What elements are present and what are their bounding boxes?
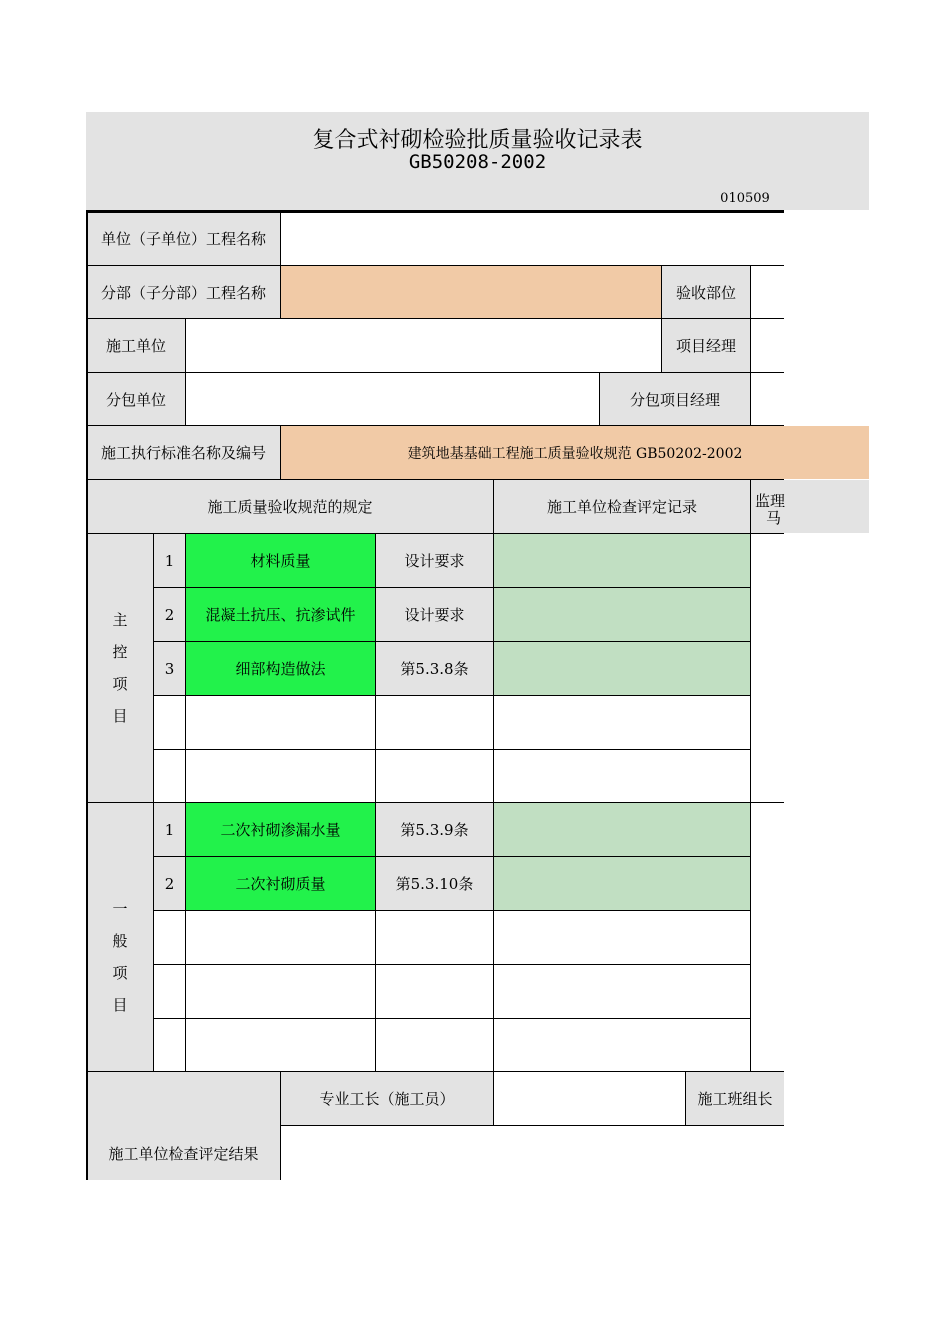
grid-line bbox=[86, 425, 784, 426]
sub-project-label: 分部（子分部）工程名称 bbox=[87, 266, 280, 318]
grid-line bbox=[375, 534, 376, 1072]
general-row-requirement: 第5.3.10条 bbox=[376, 857, 493, 910]
main-row-requirement: 设计要求 bbox=[376, 534, 493, 587]
main-empty-row[interactable] bbox=[154, 750, 750, 802]
general-row-number: 1 bbox=[154, 803, 185, 856]
general-row-check-field[interactable] bbox=[494, 857, 750, 910]
main-row-number: 3 bbox=[154, 642, 185, 695]
grid-line bbox=[153, 1018, 750, 1019]
spec-column-header: 施工质量验收规范的规定 bbox=[87, 480, 493, 533]
pm-field[interactable] bbox=[751, 319, 784, 372]
result-label: 施工单位检查评定结果 bbox=[108, 1144, 259, 1163]
form-title: 复合式衬砌检验批质量验收记录表 bbox=[312, 127, 643, 153]
grid-line bbox=[153, 641, 750, 642]
foreman-field[interactable] bbox=[494, 1072, 685, 1125]
general-row-number: 2 bbox=[154, 857, 185, 910]
grid-line bbox=[493, 480, 494, 1072]
general-empty-row[interactable] bbox=[154, 965, 750, 1018]
main-group-char: 目 bbox=[112, 707, 128, 725]
exec-std-label: 施工执行标准名称及编号 bbox=[87, 426, 280, 479]
grid-line bbox=[185, 534, 186, 1072]
grid-line bbox=[280, 212, 281, 266]
grid-line bbox=[153, 695, 750, 696]
check-column-header: 施工单位检查评定记录 bbox=[494, 480, 750, 533]
general-row-requirement: 第5.3.9条 bbox=[376, 803, 493, 856]
main-row-item: 混凝土抗压、抗渗试件 bbox=[186, 588, 375, 641]
main-row-requirement: 设计要求 bbox=[376, 588, 493, 641]
grid-line bbox=[280, 426, 281, 480]
table-top-border bbox=[86, 210, 784, 213]
supervisor-column-header bbox=[751, 480, 869, 533]
sub-pm-field[interactable] bbox=[751, 373, 784, 425]
standard-code: GB50208-2002 bbox=[408, 151, 547, 173]
grid-line bbox=[153, 910, 750, 911]
accept-part-field[interactable] bbox=[751, 266, 784, 318]
grid-line bbox=[86, 802, 784, 803]
grid-line bbox=[153, 856, 750, 857]
main-row-number: 1 bbox=[154, 534, 185, 587]
main-items-group-label bbox=[87, 534, 153, 802]
subcontractor-label: 分包单位 bbox=[87, 373, 185, 425]
supervisor-header-line1: 监理 bbox=[755, 492, 786, 510]
main-row-item: 细部构造做法 bbox=[186, 642, 375, 695]
pm-label: 项目经理 bbox=[662, 319, 750, 372]
sub-pm-label: 分包项目经理 bbox=[600, 373, 750, 425]
main-row-check-field[interactable] bbox=[494, 588, 750, 641]
foreman-label: 专业工长（施工员） bbox=[281, 1072, 493, 1125]
grid-line bbox=[750, 480, 751, 1072]
main-empty-row[interactable] bbox=[154, 696, 750, 749]
constructor-field[interactable] bbox=[186, 319, 661, 372]
grid-line bbox=[86, 533, 784, 534]
grid-line bbox=[153, 587, 750, 588]
grid-line bbox=[280, 1125, 784, 1126]
grid-line bbox=[86, 318, 784, 319]
main-row-check-field[interactable] bbox=[494, 534, 750, 587]
general-row-item: 二次衬砌质量 bbox=[186, 857, 375, 910]
general-row-item: 二次衬砌渗漏水量 bbox=[186, 803, 375, 856]
grid-line bbox=[185, 319, 186, 426]
exec-std-field[interactable]: 建筑地基基础工程施工质量验收规范 GB50202-2002 bbox=[281, 426, 869, 479]
grid-line bbox=[153, 534, 154, 1072]
general-group-char: 目 bbox=[112, 996, 128, 1014]
unit-project-label: 单位（子单位）工程名称 bbox=[87, 212, 280, 265]
form-number: 010509 bbox=[720, 190, 770, 206]
general-group-char: 一 bbox=[112, 900, 128, 918]
general-group-char: 般 bbox=[112, 932, 128, 950]
general-empty-row[interactable] bbox=[154, 911, 750, 964]
constructor-label: 施工单位 bbox=[87, 319, 185, 372]
subcontractor-field[interactable] bbox=[186, 373, 599, 425]
unit-project-field[interactable] bbox=[281, 212, 784, 265]
main-row-check-field[interactable] bbox=[494, 642, 750, 695]
general-row-check-field[interactable] bbox=[494, 803, 750, 856]
result-field[interactable] bbox=[281, 1126, 784, 1180]
supervisor-header-line2: 马 bbox=[766, 509, 782, 527]
grid-line bbox=[86, 479, 784, 480]
main-group-char: 主 bbox=[112, 611, 128, 629]
table-left-border bbox=[86, 210, 88, 1180]
grid-line bbox=[153, 749, 750, 750]
general-empty-row[interactable] bbox=[154, 1019, 750, 1071]
grid-line bbox=[493, 1072, 494, 1126]
main-group-char: 控 bbox=[112, 643, 128, 661]
team-leader-label: 施工班组长 bbox=[686, 1072, 784, 1125]
grid-line bbox=[86, 1071, 784, 1072]
grid-line bbox=[280, 266, 281, 319]
general-items-group-label bbox=[87, 803, 153, 1071]
grid-line bbox=[750, 266, 751, 426]
grid-line bbox=[661, 266, 662, 372]
sub-project-field[interactable] bbox=[281, 266, 661, 318]
grid-line bbox=[599, 373, 600, 426]
general-group-char: 项 bbox=[112, 964, 128, 982]
main-row-number: 2 bbox=[154, 588, 185, 641]
grid-line bbox=[153, 964, 750, 965]
grid-line bbox=[280, 1072, 281, 1180]
grid-line bbox=[86, 265, 784, 266]
accept-part-label: 验收部位 bbox=[662, 266, 750, 318]
grid-line bbox=[685, 1072, 686, 1126]
grid-line bbox=[86, 372, 784, 373]
main-row-item: 材料质量 bbox=[186, 534, 375, 587]
main-row-requirement: 第5.3.8条 bbox=[376, 642, 493, 695]
main-group-char: 项 bbox=[112, 675, 128, 693]
